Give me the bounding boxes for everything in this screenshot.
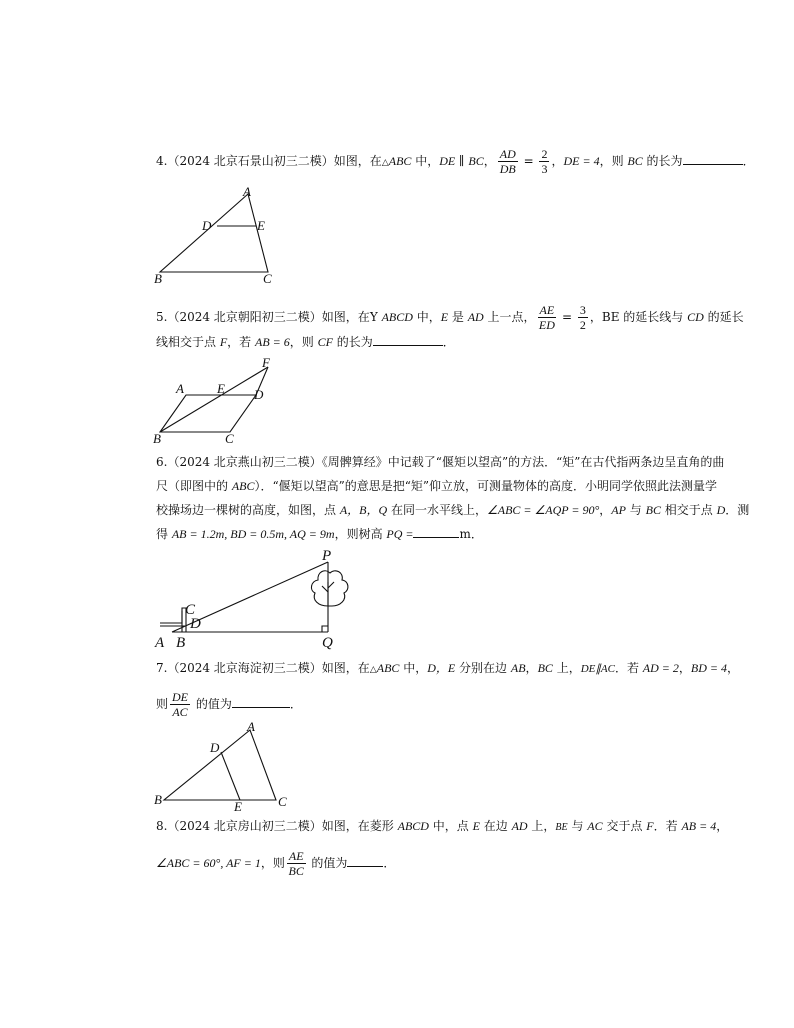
q6-label-q: Q [322,635,333,651]
q6-tree-branch-left [322,586,328,592]
q8-answer-blank[interactable] [347,855,383,867]
q5-text-line1 [156,303,744,332]
q4-bc: BC [468,154,484,168]
q5-tail: ，BE 的延长线与 [589,310,688,324]
q8-mid3: 上， [527,819,556,833]
q7-label-e: E [234,799,242,814]
q5-ad: AD [467,310,484,324]
q8-end: ． [383,856,396,870]
q4-fraction-2-3 [539,147,549,176]
q4-label-b: B [154,271,162,286]
q8-frac-denominator: BC [288,864,304,878]
q4-abc: ABC [388,154,412,168]
q5-figure [150,355,280,445]
q7-prefix: 7.（2024 北京海淀初三二模）如图，在 [156,661,370,675]
q4-tail2: 的长为 [642,154,683,168]
q8-frac-numerator: AE [288,849,304,863]
q6-text-line1 [156,454,724,470]
q5-line2-mid2: ，则 [289,335,318,349]
q5-f: F [219,335,228,349]
q5-answer-blank[interactable] [373,334,443,346]
q6-line4-mid: ，则树高 [334,527,387,541]
q7-label-c: C [278,794,287,809]
q8-mid5: 交于点 [602,819,647,833]
q7-line1-end: ， [727,661,740,675]
q8-line1-end: ， [716,819,729,833]
q7-answer-blank[interactable] [232,696,290,708]
q6-line3-mid2: ， [599,503,612,517]
q6-line1: 6.（2024 北京燕山初三二模）《周髀算经》中记载了“偃矩以望高”的方法．“矩”在古代指两条边呈直角的曲 [156,455,725,469]
q4-comma: ， [483,154,496,168]
q5-e: E [440,310,449,324]
q4-answer-blank[interactable] [683,153,743,165]
q8-mid: 中，点 [428,819,473,833]
q6-label-p: P [322,548,332,564]
q5-parallelogram-symbol: Y [369,310,382,324]
q5-line2-mid: ，若 [227,335,255,349]
q7-bd-value: BD = 4 [690,661,727,675]
q5-label-c: C [225,431,234,446]
q4-frac-denominator: DB [499,162,516,176]
q4-eq: = [519,154,538,168]
q7-abc: ABC [376,661,400,675]
q4-fraction-ad-db [498,147,518,176]
q6-line2-tail: ）．“偃矩以望高”的意思是把“矩”仰立放，可测量物体的高度．小明同学依照此法测量学 [254,479,718,493]
q7-end: ． [289,697,302,711]
q5-eq: = [558,310,576,324]
q5-label-d: D [254,387,264,402]
q6-label-a: A [155,635,165,651]
q4-de: DE [439,154,456,168]
q8-ab-value: AB = 4 [681,819,717,833]
q7-ad-value: AD = 2 [642,661,679,675]
q8-line2-tail: 的值为 [307,856,348,870]
q5-text-line2 [156,334,455,350]
q5-cf: CF [317,335,333,349]
q5-abcd: ABCD [381,310,413,324]
q5-label-f: F [262,355,270,370]
q6-abc: ABC [231,479,255,493]
q5-ab-value: AB = 6 [255,335,290,349]
q6-tree-crown [311,571,347,606]
q5-line2-prefix: 线相交于点 [156,335,220,349]
q8-abcd: ABCD [397,819,429,833]
q7-label-a: A [247,719,255,734]
q4-frac2-denominator: 3 [541,162,548,176]
q5-frac-numerator: AE [539,303,555,317]
q4-frac2-numerator: 2 [541,147,548,161]
q5-label-b: B [153,431,161,446]
q6-label-b: B [176,635,186,651]
q5-parallelogram-abcd [160,395,256,432]
q8-be: BE [555,822,568,833]
q5-label-e: E [217,381,225,396]
q7-de-points: D，E [427,661,456,675]
q6-d: D [716,503,726,517]
q5-cd: CD [687,310,704,324]
q5-prefix: 5.（2024 北京朝阳初三二模）如图，在 [156,310,370,324]
q8-values: ∠ABC = 60°, AF = 1 [156,856,261,870]
q5-mid3: 上一点， [483,310,536,324]
q7-segment-de [221,752,240,800]
q4-end: ． [742,154,755,168]
q4-figure [150,185,280,290]
q7-mid3: ， [525,661,538,675]
q6-line2-prefix: 尺（即图中的 [156,479,232,493]
q6-bc: BC [645,503,661,517]
q4-label-a: A [243,184,251,199]
q4-mid: 中， [411,154,440,168]
q4-de-value: DE = 4 [563,154,600,168]
q7-label-d: D [210,740,220,755]
q6-line3-mid4: 相交于点 [660,503,717,517]
q4-label-d: D [202,218,212,233]
q7-mid4: 上， [552,661,581,675]
q7-mid5: ．若 [614,661,643,675]
q8-mid6: ．若 [653,819,682,833]
q5-line-bf [160,367,268,432]
q4-text [156,147,755,176]
q7-mid6: ， [678,661,691,675]
q8-ac: AC [587,819,603,833]
q6-figure [152,548,352,651]
q8-mid4: 与 [567,819,588,833]
q7-mid: 中， [399,661,428,675]
q5-mid: 中， [412,310,441,324]
q7-text-line1 [156,660,739,678]
q6-line3-mid: 在同一水平线上， [387,503,487,517]
q8-ad: AD [511,819,528,833]
q7-label-b: B [154,792,162,807]
q5-label-a: A [176,381,184,396]
q8-text-line2 [156,849,395,878]
q4-tail1: ，则 [599,154,628,168]
q6-line4-prefix: 得 [156,527,172,541]
q5-fraction-3-2 [578,303,588,332]
q4-triangle-symbol: △ [381,158,389,168]
q8-fraction-ae-bc [287,849,306,878]
q6-line3-end: ．测 [725,503,750,517]
q4-bc2: BC [627,154,643,168]
q6-line3-prefix: 校操场边一棵树的高度，如图，点 [156,503,340,517]
q8-prefix: 8.（2024 北京房山初三二模）如图，在菱形 [156,819,398,833]
q6-values: AB = 1.2m, BD = 0.5m, AQ = 9m [171,527,335,541]
q5-fraction-ae-ed [538,303,557,332]
q7-line2-prefix: 则 [156,697,169,711]
q7-fraction-de-ac [170,690,190,719]
q8-text-line1 [156,818,728,836]
q8-mid2: 在边 [479,819,512,833]
q6-ap: AP [611,503,626,517]
q5-line1-end: 的延长 [703,310,744,324]
q6-points: A，B，Q [339,503,388,517]
q6-label-c: C [185,602,196,618]
q7-triangle-abc [164,730,276,800]
q6-pq: PQ = [386,527,414,541]
q8-line2-mid: ，则 [260,856,285,870]
q6-text-line2 [156,478,717,494]
q4-frac-numerator: AD [499,147,516,161]
q6-right-angle-q [322,626,328,632]
q6-answer-blank[interactable] [413,526,459,538]
q7-frac-numerator: DE [172,690,189,704]
q6-angle-equation: ∠ABC = ∠AQP = 90° [486,503,600,517]
q6-label-d: D [190,616,201,632]
q7-de-parallel: DE∥AC [580,663,615,675]
q5-frac2-denominator: 2 [579,318,586,332]
q7-frac-denominator: AC [172,705,188,719]
q4-label-e: E [257,218,265,233]
q4-label-c: C [263,271,272,286]
q8-e: E [472,819,480,833]
q5-end: ． [442,335,455,349]
q4-comma2: ， [551,154,564,168]
q6-text-line4 [156,526,483,542]
q4-triangle-abc [160,194,268,272]
q4-parallel: ∥ [455,154,469,168]
q5-mid2: 是 [448,310,468,324]
q7-ab: AB [510,661,526,675]
q7-triangle-symbol: △ [369,665,377,675]
q7-line2-tail: 的值为 [192,697,232,711]
q4-prefix: 4.（2024 北京石景山初三二模）如图，在 [156,154,382,168]
q7-bc: BC [537,661,553,675]
q6-tree-branch-right [328,582,334,588]
q6-line3-mid3: 与 [625,503,646,517]
q5-line2-tail: 的长为 [332,335,373,349]
q5-frac-denominator: ED [538,318,555,332]
q6-text-line3 [156,502,749,518]
q7-figure [150,718,300,813]
q7-mid2: 分别在边 [455,661,511,675]
q5-frac2-numerator: 3 [579,303,586,317]
q6-unit: m． [459,527,483,541]
q8-f: F [646,819,654,833]
q7-text-line2 [156,690,302,719]
